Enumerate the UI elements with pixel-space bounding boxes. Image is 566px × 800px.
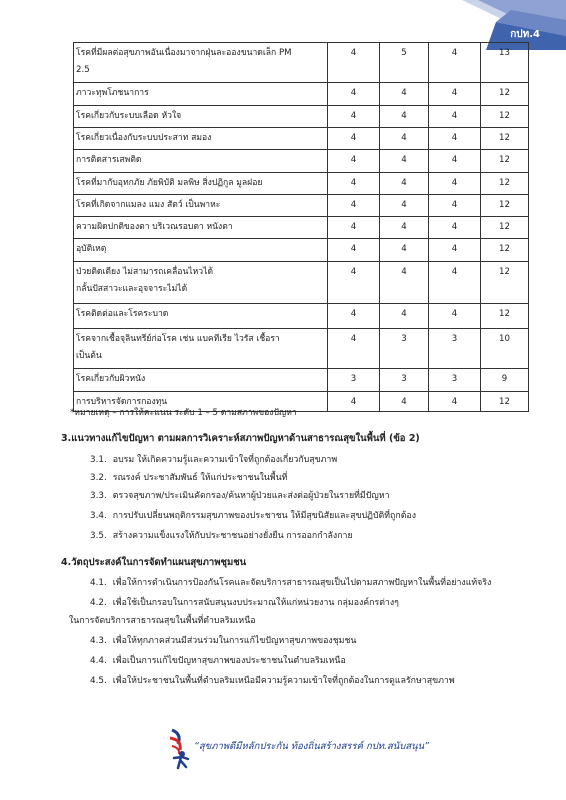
topic-cell [74, 173, 328, 195]
score-cell: 4 [328, 195, 380, 217]
nhso-figure-logo-icon [168, 728, 190, 770]
score-cell: 4 [380, 304, 429, 329]
topic-cell [74, 329, 328, 369]
score-cell: 4 [328, 150, 380, 173]
topic-cell [74, 217, 328, 239]
table-row [74, 262, 529, 304]
score-cell: 4 [429, 128, 481, 150]
score-cell: 3 [380, 369, 429, 392]
score-cell: 4 [429, 83, 481, 106]
topic-line: ความผิดปกติของตา บริเวณรอบตา หนังตา [76, 222, 233, 232]
score-cell: 3 [429, 369, 481, 392]
list-item [90, 528, 353, 542]
list-item [69, 613, 256, 627]
list-item [90, 633, 356, 647]
total-score-cell: 10 [481, 329, 529, 369]
topic-line: 2.5 [76, 65, 90, 75]
score-cell: 4 [429, 217, 481, 239]
score-cell: 4 [328, 83, 380, 106]
table-row [74, 43, 529, 83]
topic-line: โรคที่มีผลต่อสุขภาพอันเนื่องมาจากฝุ่นละอองขนาดเล็ก PM [76, 48, 292, 58]
item-number: 3.2. [90, 473, 107, 483]
score-cell: 4 [328, 173, 380, 195]
item-text: สร้างความแข็งแรงให้กับประชาชนอย่างยั่งยืน การออกกำลังกาย [112, 531, 353, 541]
footer-slogan: “สุขภาพดีมีหลักประกัน ท้องถิ่นสร้างสรรค์ กปท.สนับสนุน” [194, 741, 430, 752]
table-row [74, 304, 529, 329]
list-item [90, 653, 346, 667]
score-cell: 4 [328, 217, 380, 239]
total-score-cell: 12 [481, 262, 529, 304]
table-row [74, 239, 529, 262]
table-row [74, 217, 529, 239]
total-score-cell: 9 [481, 369, 529, 392]
table-row [74, 369, 529, 392]
score-cell: 4 [429, 150, 481, 173]
topic-cell [74, 239, 328, 262]
score-cell: 4 [380, 106, 429, 128]
total-score-cell: 12 [481, 106, 529, 128]
score-cell: 4 [429, 195, 481, 217]
topic-line: ป่วยติดเตียง ไม่สามารถเคลื่อนไหวได้ [76, 267, 214, 277]
item-text: อบรม ให้เกิดความรู้และความเข้าใจที่ถูกต้องเกี่ยวกับสุขภาพ [112, 455, 338, 465]
scoring-note: *หมายเหตุ – การให้คะแนน ระดับ 1 – 5 ตามสภาพของปัญหา [70, 408, 297, 418]
score-cell: 4 [380, 239, 429, 262]
item-number: 3.3. [90, 491, 107, 501]
total-score-cell: 12 [481, 217, 529, 239]
topic-cell [74, 128, 328, 150]
topic-cell [74, 106, 328, 128]
topic-cell [74, 43, 328, 83]
form-code: กปท.4 [510, 29, 540, 40]
topic-cell [74, 262, 328, 304]
score-cell: 4 [380, 262, 429, 304]
topic-line: กลั้นปัสสาวะและอุจจาระไม่ได้ [76, 284, 188, 294]
item-text: ตรวจสุขภาพ/ประเมินคัดกรอง/ค้นหาผู้ป่วยและส่งต่อผู้ป่วยในรายที่มีปัญหา [112, 491, 390, 501]
score-cell: 4 [429, 43, 481, 83]
table-row [74, 128, 529, 150]
section-3-heading: 3.แนวทางแก้ไขปัญหา ตามผลการวิเคราะห์สภาพปัญหาด้านสาธารณสุขในพื้นที่ (ข้อ 2) [61, 433, 420, 444]
list-item [90, 452, 337, 466]
topic-line: อุบัติเหตุ [76, 244, 107, 254]
item-number: 4.3. [90, 636, 107, 646]
topic-line: โรคเกี่ยวกับระบบเลือด หัวใจ [76, 111, 182, 121]
table-row [74, 83, 529, 106]
list-item [90, 673, 455, 687]
list-item [90, 488, 390, 502]
total-score-cell: 12 [481, 83, 529, 106]
table-row [74, 150, 529, 173]
score-cell: 4 [328, 106, 380, 128]
topic-cell [74, 195, 328, 217]
item-number: 3.1. [90, 455, 107, 465]
item-number: 4.5. [90, 676, 107, 686]
item-number: 4.4. [90, 656, 107, 666]
item-text: ในการจัดบริการสาธารณสุขในพื้นที่ตำบลริมเหนือ [69, 616, 256, 626]
score-cell: 4 [328, 43, 380, 83]
item-text: เพื่อให้ทุกภาคส่วนมีส่วนร่วมในการแก้ไขปัญหาสุขภาพของชุมชน [112, 636, 357, 646]
total-score-cell: 12 [481, 304, 529, 329]
topic-line: โรคเกี่ยวเนื่องกับระบบประสาท สมอง [76, 133, 212, 143]
topic-line: โรคติดต่อและโรคระบาด [76, 309, 169, 319]
scoring-table [73, 42, 529, 412]
item-number: 4.2. [90, 598, 107, 608]
score-cell: 4 [328, 329, 380, 369]
score-cell: 3 [328, 369, 380, 392]
score-cell: 4 [380, 217, 429, 239]
topic-line: โรคเกี่ยวกับผิวหนัง [76, 374, 146, 384]
topic-line: เป็นต้น [76, 351, 102, 361]
score-cell: 4 [429, 392, 481, 412]
score-cell: 4 [328, 392, 380, 412]
item-text: รณรงค์ ประชาสัมพันธ์ ให้แก่ประชาชนในพื้นที่ [112, 473, 288, 483]
table-row [74, 329, 529, 369]
table-row [74, 106, 529, 128]
list-item [90, 575, 491, 589]
total-score-cell: 12 [481, 173, 529, 195]
item-number: 4.1. [90, 578, 107, 588]
score-cell: 4 [380, 173, 429, 195]
total-score-cell: 12 [481, 392, 529, 412]
item-text: เพื่อให้การดำเนินการป้องกันโรคและจัดบริการสาธารณสุขเป็นไปตามสภาพปัญหาในพื้นที่อย่างแท้จริง [112, 578, 492, 588]
item-text: การปรับเปลี่ยนพฤติกรรมสุขภาพของประชาชน ให้มีสุขนิสัยและสุขปฏิบัติที่ถูกต้อง [112, 511, 416, 521]
score-cell: 4 [429, 239, 481, 262]
score-cell: 3 [429, 329, 481, 369]
score-cell: 4 [380, 392, 429, 412]
score-cell: 4 [380, 83, 429, 106]
list-item [90, 470, 287, 484]
score-cell: 4 [429, 262, 481, 304]
topic-cell [74, 369, 328, 392]
list-item [90, 595, 399, 609]
total-score-cell: 12 [481, 195, 529, 217]
score-cell: 5 [380, 43, 429, 83]
topic-line: โรคจากเชื้อจุลินทรีย์ก่อโรค เช่น แบคทีเรีย ไวรัส เชื้อรา [76, 334, 280, 344]
topic-line: โรคที่เกิดจากแมลง แมง สัตว์ เป็นพาหะ [76, 200, 221, 210]
score-cell: 3 [380, 329, 429, 369]
table-row [74, 195, 529, 217]
list-item [90, 508, 416, 522]
topic-line: ภาวะทุพโภชนาการ [76, 88, 149, 98]
table-row [74, 173, 529, 195]
score-cell: 4 [328, 262, 380, 304]
section-4-heading: 4.วัตถุประสงค์ในการจัดทำแผนสุขภาพชุมชน [61, 557, 247, 568]
score-cell: 4 [380, 150, 429, 173]
topic-cell [74, 83, 328, 106]
topic-line: การบริหารจัดการกองทุน [76, 397, 168, 407]
topic-line: โรคที่มากับอุทกภัย ภัยพิบัติ มลพิษ สิ่งปฏิกูล มูลฝอย [76, 178, 263, 188]
score-cell: 4 [380, 128, 429, 150]
topic-cell [74, 304, 328, 329]
topic-line: การติดสารเสพติด [76, 155, 142, 165]
total-score-cell: 13 [481, 43, 529, 83]
score-cell: 4 [429, 173, 481, 195]
score-cell: 4 [328, 239, 380, 262]
item-text: เพื่อเป็นการแก้ไขปัญหาสุขภาพของประชาชนในตำบลริมเหนือ [112, 656, 346, 666]
score-cell: 4 [429, 304, 481, 329]
total-score-cell: 12 [481, 150, 529, 173]
score-cell: 4 [328, 304, 380, 329]
item-text: เพื่อใช้เป็นกรอบในการสนับสนุนงบประมาณให้แก่หน่วยงาน กลุ่มองค์กรต่างๆ [112, 598, 399, 608]
score-cell: 4 [380, 195, 429, 217]
item-number: 3.4. [90, 511, 107, 521]
total-score-cell: 12 [481, 239, 529, 262]
item-text: เพื่อให้ประชาชนในพื้นที่ตำบลริมเหนือมีความรู้ความเข้าใจที่ถูกต้องในการดูแลรักษาสุขภาพ [112, 676, 455, 686]
total-score-cell: 12 [481, 128, 529, 150]
item-number: 3.5. [90, 531, 107, 541]
topic-cell [74, 150, 328, 173]
score-cell: 4 [429, 106, 481, 128]
score-cell: 4 [328, 128, 380, 150]
